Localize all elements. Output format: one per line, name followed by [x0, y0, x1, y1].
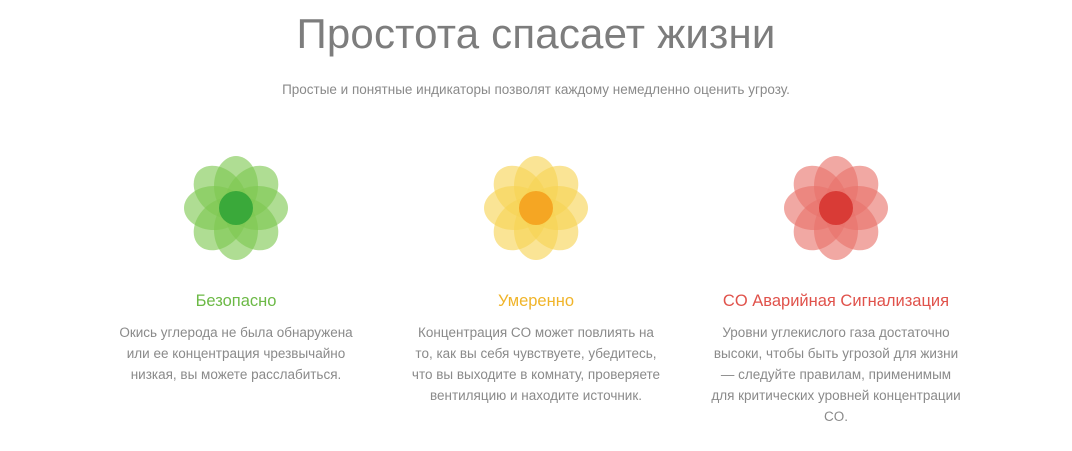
- status-card-title: Умеренно: [497, 292, 574, 310]
- status-card-text: Уровни углекислого газа достаточно высоки, чтобы быть угрозой для жизни — следуйте правилам, применимым для критических уровней концентрации CO.: [711, 325, 961, 424]
- status-card-text: Концентрация CO может повлиять на то, как вы себя чувствуете, убедитесь, что вы выходите в комнату, проверяете вентиляцию и находите источник.: [411, 325, 661, 403]
- status-card-text: Окись углерода не была обнаружена или ее концентрация чрезвычайно низкая, вы можете расслабиться.: [119, 325, 353, 382]
- status-card-title: CO Аварийная Сигнализация: [722, 292, 950, 310]
- status-card: [386, 148, 686, 406]
- flower-petals-red-icon: [776, 148, 896, 268]
- status-card: [686, 148, 986, 427]
- flower-petals-yellow-icon: [476, 148, 596, 268]
- page-subtitle: Простые и понятные индикаторы позволят каждому немедленно оценить угрозу.: [282, 82, 790, 97]
- status-card-title: Безопасно: [195, 292, 277, 310]
- page-title: Простота спасает жизни: [296, 10, 776, 57]
- status-card: [86, 148, 386, 385]
- flower-petals-green-icon: [176, 148, 296, 268]
- status-card-list: [0, 148, 1072, 427]
